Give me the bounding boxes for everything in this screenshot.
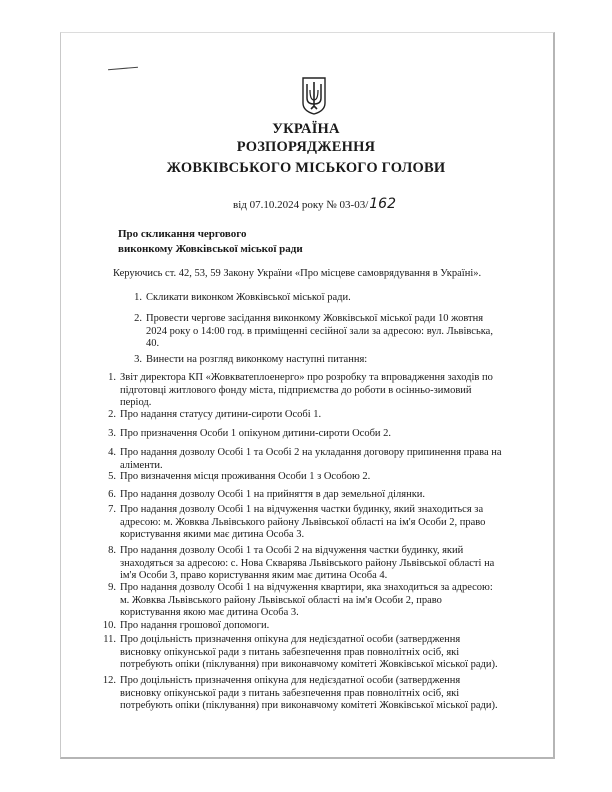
agenda-item-number: 8. bbox=[108, 545, 116, 556]
agenda-item-number: 5. bbox=[108, 471, 116, 482]
agenda-item-line: аліменти. bbox=[120, 459, 163, 471]
agenda-item-line: Звіт директора КП «Жовкватеплоенерго» про розробку та впровадження заходів по bbox=[120, 372, 493, 383]
agenda-item-line: Про визначення місця проживання Особи 1 з Особою 2. bbox=[120, 471, 371, 482]
date-line bbox=[233, 196, 396, 212]
agenda-item-line: підготовці житлового фонду міста, підприємства до роботи в осінньо-зимовий bbox=[120, 384, 472, 396]
agenda-item-line: адресою: м. Жовква Львівського району Львівської області на ім'я Особи 2, право bbox=[120, 516, 486, 528]
order-item-line: Провести чергове засідання виконкому Жовківської міської ради 10 жовтня bbox=[146, 313, 484, 324]
agenda-item-number: 7. bbox=[108, 504, 116, 515]
agenda-item-line: Про надання дозволу Особі 1 на відчуження квартири, яка знаходиться за адресою: bbox=[120, 582, 493, 593]
agenda-item-line: період. bbox=[120, 397, 152, 409]
agenda-item-line: користування якими має дитина Особа 3. bbox=[120, 529, 305, 541]
agenda-item-line: ім'я Особи 3, право користування яким має дитина Особа 4. bbox=[120, 570, 388, 582]
agenda-item-line: Про надання дозволу Особі 1 на відчуження частки будинку, який знаходиться за bbox=[120, 504, 484, 515]
agenda-item-number: 2. bbox=[108, 409, 116, 420]
agenda-item-line: Про надання грошової допомоги. bbox=[120, 620, 270, 631]
agenda-item-line: висновку опікунської ради з питань забезпечення прав повнолітніх осіб, які bbox=[120, 687, 460, 699]
agenda-item-line: користування якою має дитина Особа 3. bbox=[120, 607, 299, 619]
agenda-item-line: висновку опікунської ради з питань забезпечення прав повнолітніх осіб, які bbox=[120, 646, 460, 658]
agenda-item-number: 9. bbox=[108, 582, 116, 593]
agenda-item-number: 1. bbox=[108, 372, 116, 383]
order-item-number: 3. bbox=[134, 354, 142, 365]
header-country: УКРАЇНА bbox=[272, 121, 340, 137]
agenda-item-line: Про призначення Особи 1 опікуном дитини-сироти Особи 2. bbox=[120, 428, 392, 439]
agenda-item-line: потребують опіки (піклування) при виконавчому комітеті Жовківської міської ради). bbox=[120, 659, 498, 671]
order-item-line: 40. bbox=[146, 338, 160, 350]
agenda-item-number: 3. bbox=[108, 428, 116, 439]
order-item-line: Скликати виконком Жовківської міської ради. bbox=[146, 292, 351, 303]
agenda-item-line: Про доцільність призначення опікуна для недієздатної особи (затвердження bbox=[120, 675, 461, 686]
agenda-item-number: 10. bbox=[102, 620, 116, 631]
agenda-item-line: Про надання дозволу Особі 1 та Особі 2 на укладання договору припинення права на bbox=[120, 447, 502, 458]
header-issuer: ЖОВКІВСЬКОГО МІСЬКОГО ГОЛОВИ bbox=[166, 160, 446, 176]
order-item-line: 2024 року о 14:00 год. в приміщенні сесійної зали за адресою: вул. Львівська, bbox=[146, 325, 493, 337]
agenda-item-number: 4. bbox=[108, 447, 116, 458]
trident-emblem-icon bbox=[300, 76, 328, 116]
order-item-number: 1. bbox=[134, 292, 142, 303]
handwritten-number: 162 bbox=[369, 196, 396, 212]
agenda-item-line: м. Жовква Львівського району Львівської області на ім'я Особи 2, право bbox=[120, 594, 442, 606]
subject-line-1: Про скликання чергового bbox=[118, 228, 247, 240]
preamble: Керуючись ст. 42, 53, 59 Закону України «Про місцеве самоврядування в Україні». bbox=[113, 268, 482, 279]
agenda-item-line: потребують опіки (піклування) при виконавчому комітеті Жовківської міської ради). bbox=[120, 700, 498, 712]
subject-line-2: виконкому Жовківської міської ради bbox=[118, 243, 303, 255]
order-item-line: Винести на розгляд виконкому наступні питання: bbox=[146, 354, 368, 365]
date-prefix: від 07.10.2024 року № 03-03/ bbox=[233, 199, 369, 211]
agenda-item-line: Про надання дозволу Особі 1 та Особі 2 на відчуження частки будинку, який bbox=[120, 545, 464, 556]
order-item-number: 2. bbox=[134, 313, 142, 324]
agenda-item-number: 12. bbox=[102, 675, 116, 686]
agenda-item-number: 11. bbox=[103, 634, 116, 645]
header-doc-type: РОЗПОРЯДЖЕННЯ bbox=[236, 139, 376, 155]
agenda-item-line: Про доцільність призначення опікуна для недієздатної особи (затвердження bbox=[120, 634, 461, 645]
agenda-item-line: знаходяться за адресою: с. Нова Скварява Львівського району Львівської області на bbox=[120, 557, 495, 569]
agenda-item-line: Про надання дозволу Особі 1 на прийняття в дар земельної ділянки. bbox=[120, 489, 426, 500]
agenda-item-number: 6. bbox=[108, 489, 116, 500]
agenda-item-line: Про надання статусу дитини-сироти Особі 1. bbox=[120, 409, 322, 420]
